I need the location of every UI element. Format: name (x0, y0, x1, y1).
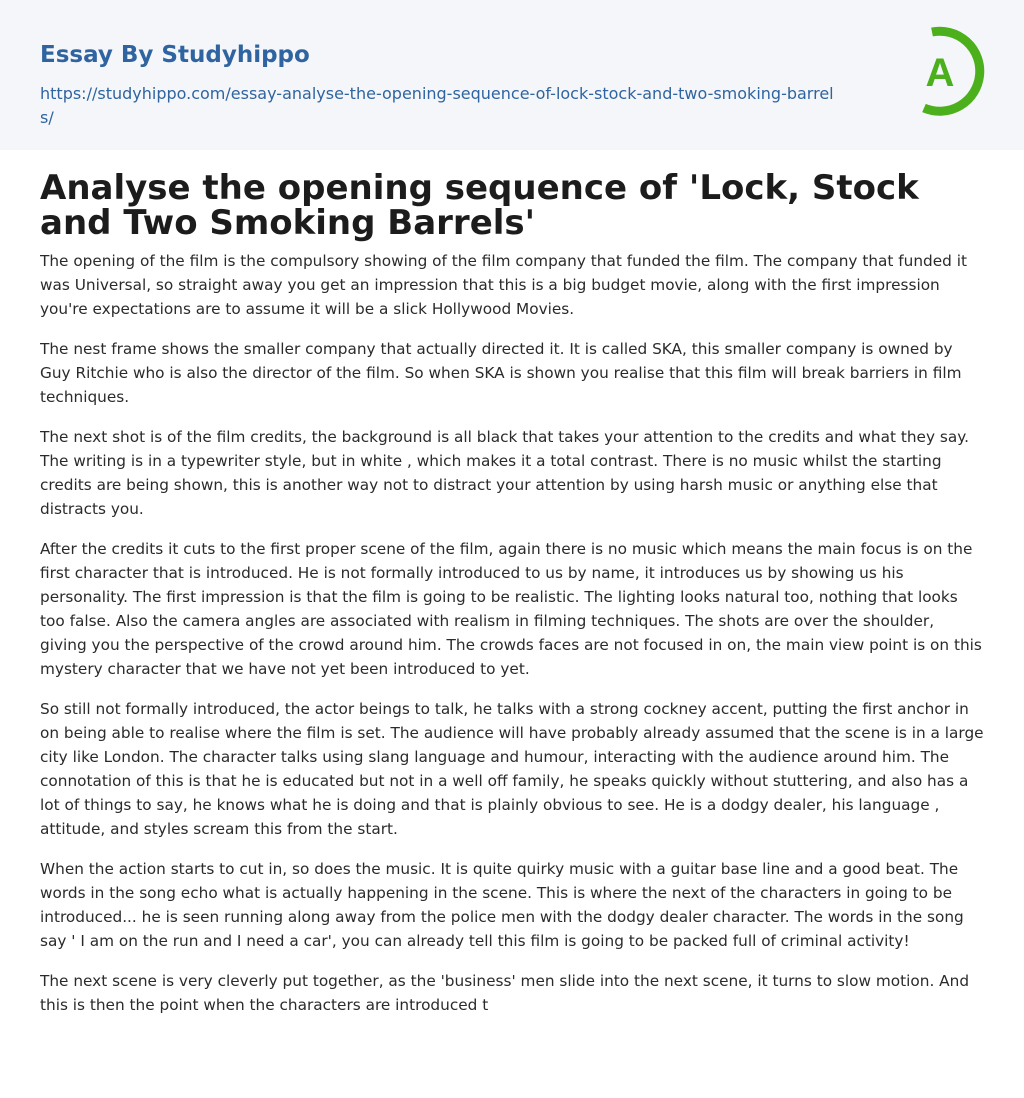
essay-title: Analyse the opening sequence of 'Lock, Stock and Two Smoking Barrels' (40, 168, 919, 243)
essay-paragraph: After the credits it cuts to the first proper scene of the film, again there is no music which means the main focus is on the first character that is introduced. He is not formally introduced to us by name, it introduces us by showing us his personality. The first impression is that the film is going to be realistic. The lighting looks natural too, nothing that looks too false. Also the camera angles are associated with realism in filming techniques. The shots are over the shoulder, giving you the perspective of the crowd around him. The crowds faces are not focused in on, the main view point is on this mystery character that we have not yet been introduced to yet. (40, 540, 982, 678)
site-header (0, 0, 1024, 150)
essay-paragraph: When the action starts to cut in, so does the music. It is quite quirky music with a guitar base line and a good beat. The words in the song echo what is actually happening in the scene. This is where the next of the characters in going to be introduced... he is seen running along away from the police men with the dodgy dealer character. The words in the song say ' I am on the run and I need a car', you can already tell this film is going to be packed full of criminal activity! (40, 860, 964, 950)
essay-paragraph: The next scene is very cleverly put together, as the 'business' men slide into the next scene, it turns to slow motion. And this is then the point when the characters are introduced t (40, 972, 970, 1014)
essay-paragraph: So still not formally introduced, the actor beings to talk, he talks with a strong cockney accent, putting the first anchor in on being able to realise where the film is set. The audience will have probably already assumed that the scene is in a large city like London. The character talks using slang language and humour, interacting with the audience around him. The connotation of this is that he is educated but not in a well off family, he speaks quickly without stuttering, and also has a lot of things to say, he knows what he is doing and that is plainly obvious to see. He is a dodgy dealer, his language , attitude, and styles scream this from the start. (40, 700, 984, 838)
studyhippo-logo-icon[interactable] (900, 26, 992, 118)
source-url-link[interactable]: https://studyhippo.com/essay-analyse-the-opening-sequence-of-lock-stock-and-two-smoking-barrels/ (40, 84, 834, 127)
site-brand[interactable]: Essay By Studyhippo (40, 42, 310, 68)
essay-paragraph: The opening of the film is the compulsory showing of the film company that funded the film. The company that funded it was Universal, so straight away you get an impression that this is a big budget movie, along with the first impression you're expectations are to assume it will be a slick Hollywood Movies. (40, 252, 967, 318)
essay-paragraph: The nest frame shows the smaller company that actually directed it. It is called SKA, this smaller company is owned by Guy Ritchie who is also the director of the film. So when SKA is shown you realise that this film will break barriers in film techniques. (40, 340, 962, 406)
logo-letter: A (925, 51, 955, 95)
essay-body (40, 249, 984, 1049)
essay-paragraph: The next shot is of the film credits, the background is all black that takes your attention to the credits and what they say. The writing is in a typewriter style, but in white , which makes it a total contrast. There is no music whilst the starting credits are being shown, this is another way not to distract your attention by using harsh music or anything else that distracts you. (40, 428, 969, 518)
logo-ring (900, 26, 992, 118)
